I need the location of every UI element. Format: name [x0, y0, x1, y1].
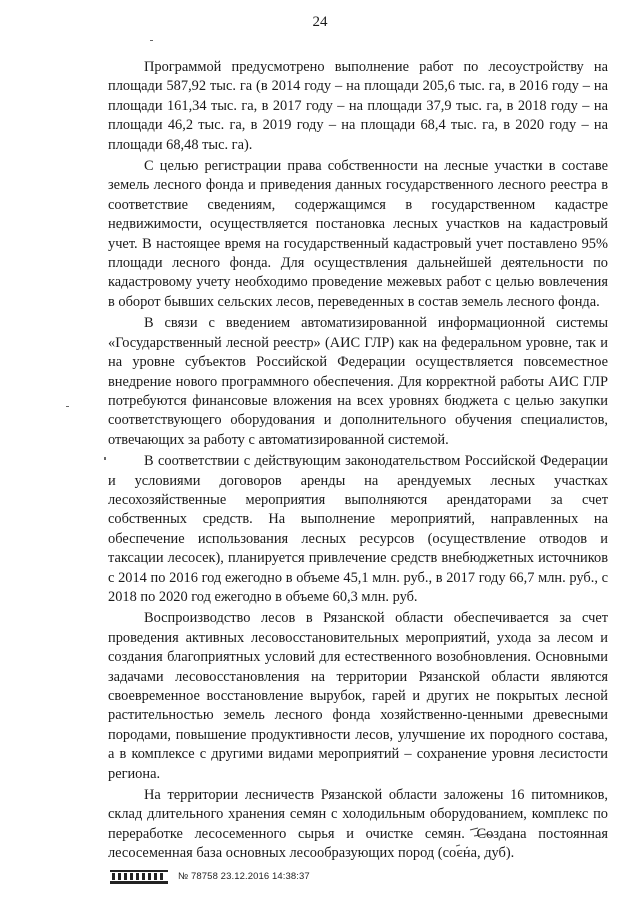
paragraph-ais-glr: В связи с введением автоматизированной информационной системы «Государственный лесной реестр» (АИС ГЛР) как на федеральном уровне, так и на уровне субъектов Российской Федерации осуществляется повсеместное внедрение нового программного обеспечения. Для корректной работы АИС ГЛР потребуются финансовые вложения на всех уровнях бюджета с целью закупки соответствующего оборудования и дополнительного обучения специалистов, отвечающих за работу с автоматизированной системой.	[108, 315, 608, 448]
paragraph-forest-reproduction: Воспроизводство лесов в Рязанской области обеспечивается за счет проведения активных лесовосстановительных мероприятий, ухода за лесом и создания благоприятных условий для естественного возобновления. Основными задачами лесовосстановления на территории Рязанской области являются своевременное восстановление вырубок, гарей и других не покрытых лесной растительностью земель лесного фонда хозяйственно-ценными древесными породами, повышение продуктивности лесов, улучшение их породного состава, а в комплексе с другими видами мероприятий – сохранение уровня лесистости региона.	[108, 610, 608, 782]
registration-stamp: № 78758 23.12.2016 14:38:37	[178, 870, 310, 882]
page-number: 24	[312, 14, 328, 30]
scan-speck	[66, 406, 69, 407]
paragraph-nurseries: На территории лесничеств Рязанской области заложены 16 питомников, склад длительного хранения семян с холодильным оборудованием, комплекс по переработке лесосеменного сырья и очистке семян. Создана постоянная лесосеменная база основных лесообразующих пород (сосна, дуб).	[108, 787, 608, 862]
paragraph-lease-activities: В соответствии с действующим законодательством Российской Федерации и условиями договоров аренды на арендуемых лесных участках лесохозяйственные мероприятия выполняются арендаторами за счет собственных средств. На выполнение мероприятий, направленных на обеспечение использования лесных ресурсов (осуществление отводов и таксации лесосек), планируется привлечение средств внебюджетных источников с 2014 по 2016 год ежегодно в объеме 45,1 млн. руб., в 2017 году 66,7 млн. руб., с 2018 по 2020 год ежегодно в объеме 60,3 млн. руб.	[108, 453, 608, 605]
scan-speck	[150, 40, 153, 41]
footer	[108, 866, 310, 886]
paragraph-cadastral-registration: С целью регистрации права собственности на лесные участки в составе земель лесного фонда и приведения данных государственного лесного реестра в соответствие сведениям, содержащимся в государственном кадастре недвижимости, осуществляется постановка лесных участков на кадастровый учет. В настоящее время на государственный кадастровый учет поставлено 95% площади лесного фонда. Для осуществления дальнейшей деятельности по кадастровому учету необходимо проведение межевых работ с целью вовлечения в оборот бывших сельских лесов, переведенных в состав земель лесного фонда.	[108, 158, 608, 310]
government-building-icon	[108, 867, 170, 885]
signature-mark	[448, 824, 508, 864]
paragraph-forest-inventory: Программой предусмотрено выполнение работ по лесоустройству на площади 587,92 тыс. га (в 2014 году – на площади 205,6 тыс. га, в 2016 году – на площади 161,34 тыс. га, в 2017 году – на площади 37,9 тыс. га, в 2018 году – на площади 46,2 тыс. га, в 2019 году – на площади 68,4 тыс. га, в 2020 году – на площади 68,48 тыс. га).	[108, 59, 608, 153]
document-body	[108, 58, 608, 866]
scan-speck	[104, 457, 106, 460]
